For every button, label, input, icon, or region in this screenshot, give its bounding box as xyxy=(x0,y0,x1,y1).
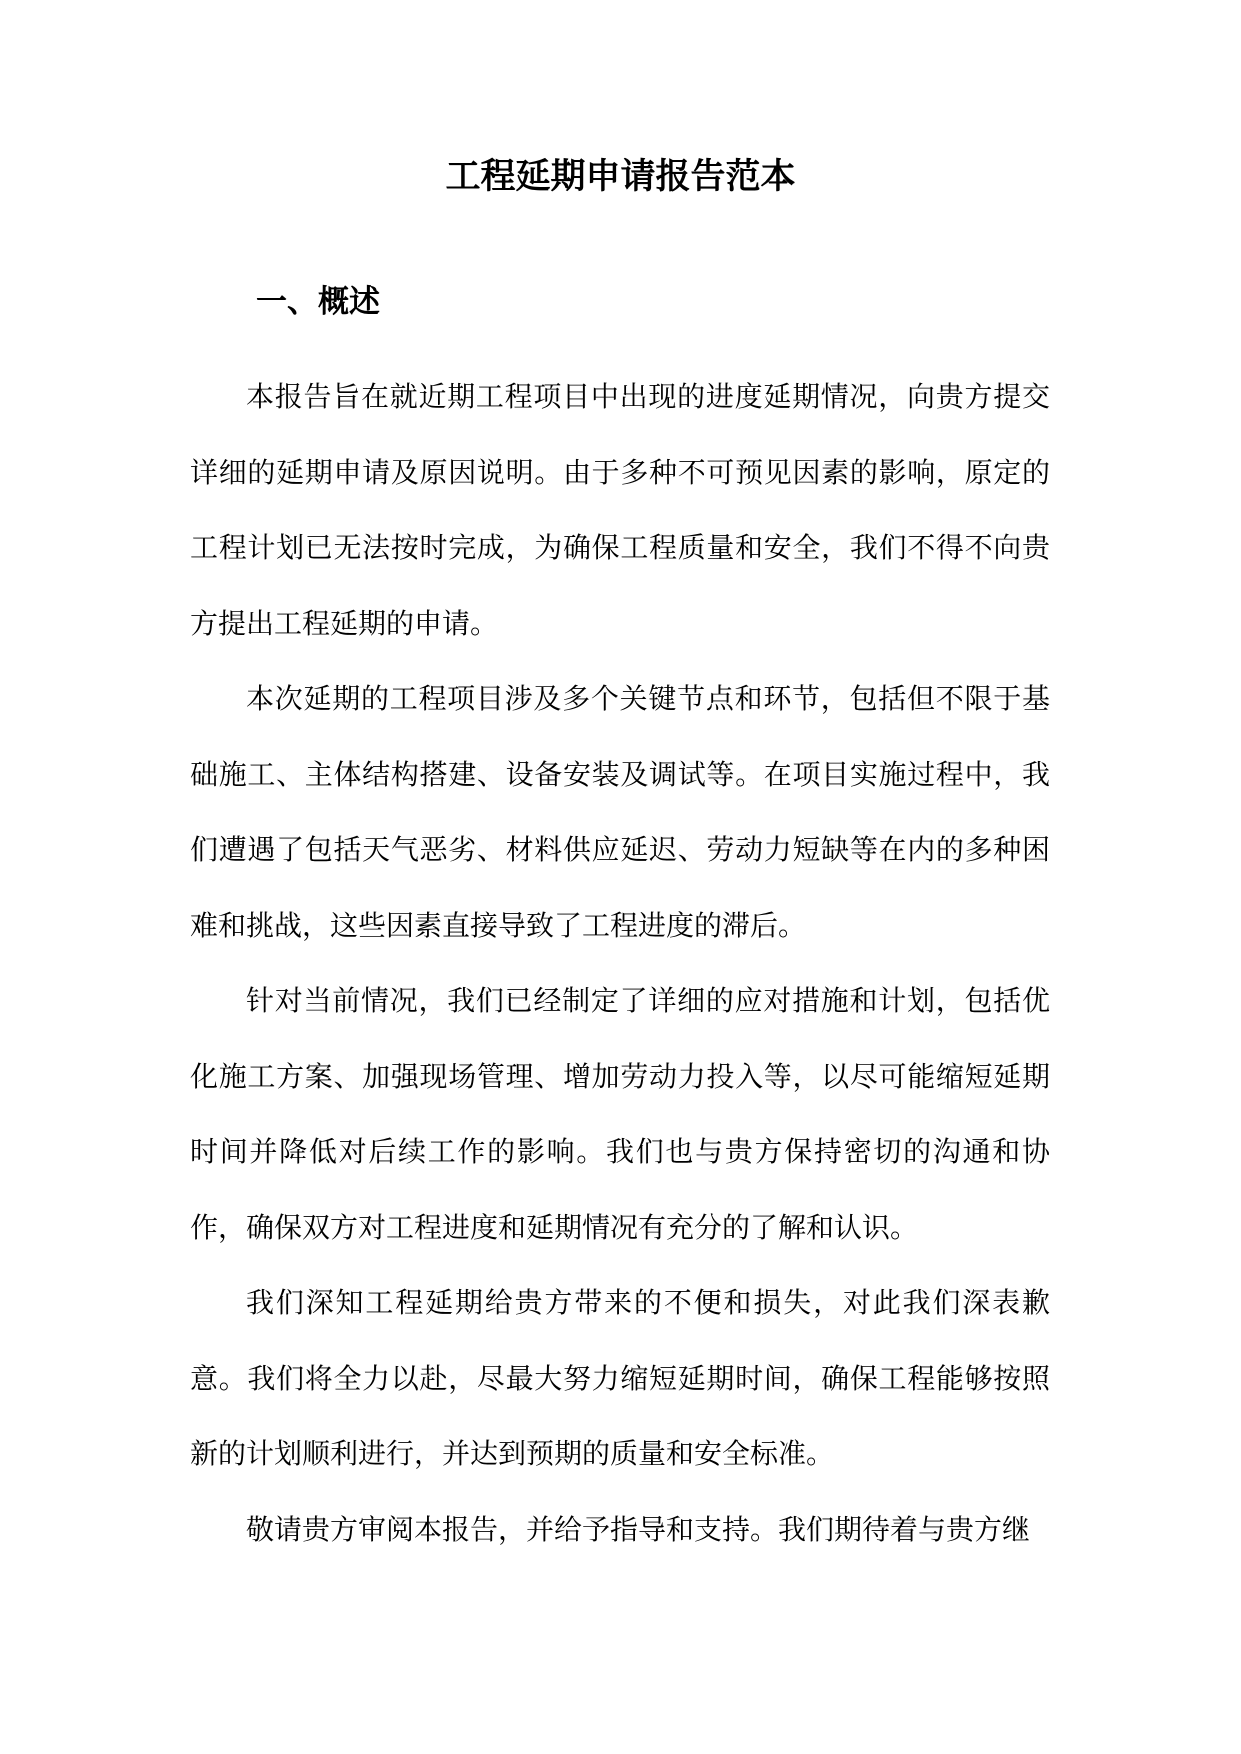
paragraph: 本报告旨在就近期工程项目中出现的进度延期情况，向贵方提交详细的延期申请及原因说明。由于多种不可预见因素的影响，原定的工程计划已无法按时完成，为确保工程质量和安全，我们不得不向贵方提出工程延期的申请。 xyxy=(190,380,1050,640)
paragraph: 针对当前情况，我们已经制定了详细的应对措施和计划，包括优化施工方案、加强现场管理、增加劳动力投入等，以尽可能缩短延期时间并降低对后续工作的影响。我们也与贵方保持密切的沟通和协作，确保双方对工程进度和延期情况有充分的了解和认识。 xyxy=(190,984,1050,1244)
paragraph: 敬请贵方审阅本报告，并给予指导和支持。我们期待着与贵方继 xyxy=(246,1512,1031,1546)
paragraph: 我们深知工程延期给贵方带来的不便和损失，对此我们深表歉意。我们将全力以赴，尽最大努力缩短延期时间，确保工程能够按照新的计划顺利进行，并达到预期的质量和安全标准。 xyxy=(190,1286,1050,1470)
section-body xyxy=(190,359,1050,1567)
document-title: 工程延期申请报告范本 xyxy=(445,156,796,197)
section-heading-overview: 一、概述 xyxy=(256,284,380,320)
paragraph: 本次延期的工程项目涉及多个关键节点和环节，包括但不限于基础施工、主体结构搭建、设备安装及调试等。在项目实施过程中，我们遭遇了包括天气恶劣、材料供应延迟、劳动力短缺等在内的多种困难和挑战，这些因素直接导致了工程进度的滞后。 xyxy=(190,682,1050,942)
